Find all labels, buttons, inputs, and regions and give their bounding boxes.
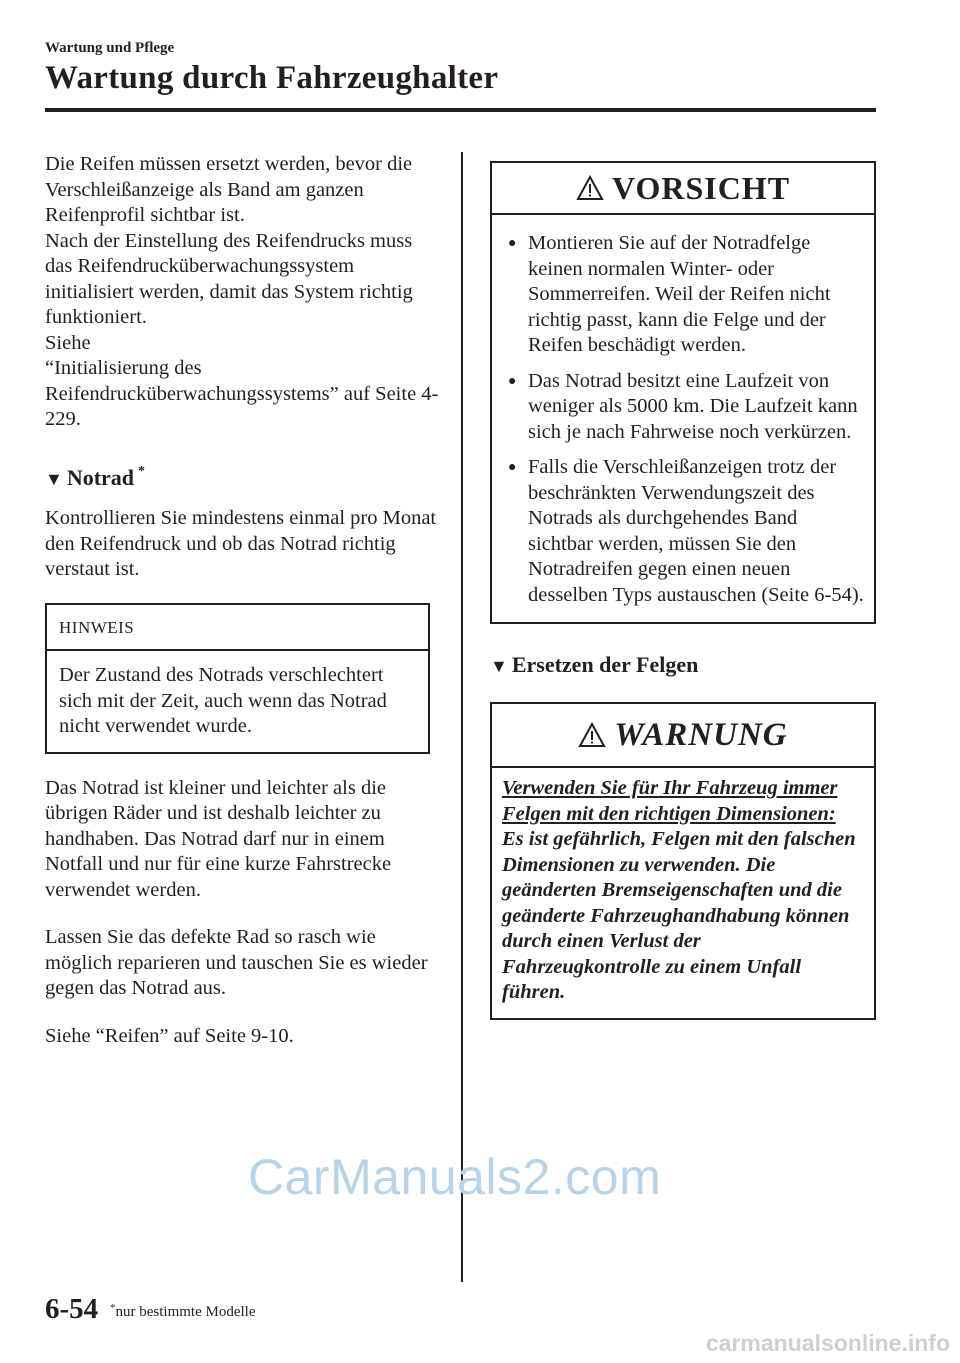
header-rule (45, 108, 876, 112)
paragraph-tire-replace: Die Reifen müssen ersetzt werden, bevor die Verschleißanzeige als Band am ganzen Reifenprofil sichtbar ist. (45, 153, 413, 226)
notrad-heading (45, 465, 440, 495)
note-title: HINWEIS (47, 605, 428, 652)
paragraph-notrad-check: Kontrollieren Sie mindestens einmal pro Monat den Reifendruck und ob das Notrad richtig verstaut ist. (45, 507, 437, 580)
list-item (508, 231, 864, 359)
section-label: Wartung und Pflege (45, 40, 175, 56)
caution-item-text: Montieren Sie auf der Notradfelge keinen normalen Winter- oder Sommerreifen. Weil der Reifen nicht richtig passt, kann die Felge und der Reifen beschädigt werden. (528, 232, 831, 356)
bullet-icon: ● (508, 460, 517, 475)
paragraph-reference: “Initialisierung des Reifendrucküberwachungssystems” auf Seite 4-229. (45, 357, 439, 430)
site-credit: carmanualsonline.info (705, 1330, 950, 1356)
column-divider (461, 152, 463, 1282)
left-column (45, 152, 440, 1049)
paragraph-see: Siehe (45, 331, 91, 354)
right-column (490, 161, 876, 1020)
footnote (110, 1304, 255, 1321)
paragraph-tire-reference: Siehe “Reifen” auf Seite 9-10. (45, 1024, 294, 1047)
paragraph-repair: Lassen Sie das defekte Rad so rasch wie möglich reparieren und tauschen Sie es wieder gegen das Notrad aus. (45, 926, 428, 999)
paragraph-notrad-size: Das Notrad ist kleiner und leichter als die übrigen Räder und ist deshalb leichter zu handhaben. Das Notrad darf nur in einem Notfall und nur für eine kurze Fahrstrecke verwendet werden. (45, 776, 392, 901)
triangle-down-icon: ▼ (490, 656, 508, 676)
paragraph-tpms-init: Nach der Einstellung des Reifendrucks muss das Reifendrucküberwachungssystem initialisiert werden, damit das System richtig funktioniert. (45, 229, 413, 328)
warning-triangle-icon (578, 722, 606, 748)
caution-list (492, 215, 874, 622)
caution-header (492, 163, 874, 215)
warning-body (492, 768, 874, 1018)
footnote-marker: * (110, 1302, 116, 1314)
warning-triangle-icon (576, 175, 604, 201)
watermark: CarManuals2.com (248, 1149, 662, 1205)
warning-underlined: Verwenden Sie für Ihr Fahrzeug immer Felgen mit den richtigen Dimensionen: (502, 777, 838, 825)
note-box (45, 603, 430, 754)
list-item (508, 369, 864, 446)
warning-title: WARNUNG (614, 716, 788, 753)
caution-item-text: Falls die Verschleißanzeigen trotz der beschränkten Verwendungszeit des Notrads als durchgehendes Band sichtbar werden, müssen Sie den Notradreifen gegen einen neuen desselben Typs austauschen (Seite 6-54). (528, 456, 864, 606)
page-title: Wartung durch Fahrzeughalter (45, 60, 499, 96)
footnote-text: nur bestimmte Modelle (115, 1304, 256, 1320)
note-body: Der Zustand des Notrads verschlechtert sich mit der Zeit, auch wenn das Notrad nicht verwendet wurde. (59, 664, 387, 737)
warning-header (492, 704, 874, 768)
warning-box (490, 702, 876, 1020)
bullet-icon: ● (508, 373, 517, 389)
rims-heading (490, 652, 876, 678)
page-number: 6-54 (45, 1293, 99, 1325)
caution-item-text: Das Notrad besitzt eine Laufzeit von weniger als 5000 km. Die Laufzeit kann sich je nach Fahrweise noch verkürzen. (528, 369, 858, 443)
notrad-heading-text: Notrad (66, 464, 135, 490)
triangle-down-icon: ▼ (45, 468, 63, 489)
bullet-icon: ● (508, 236, 517, 251)
list-item (508, 455, 864, 608)
warning-text: Es ist gefährlich, Felgen mit den falschen Dimensionen zu verwenden. Die geänderten Bremseigenschaften und die geänderte Fahrzeughandhabung können durch einen Verlust der Fahrzeugkontrolle zu einem Unfall führen. (502, 828, 856, 1003)
caution-title: VORSICHT (611, 169, 791, 206)
caution-box (490, 161, 876, 624)
rims-heading-text: Ersetzen der Felgen (511, 652, 699, 677)
asterisk-marker: * (138, 463, 146, 479)
